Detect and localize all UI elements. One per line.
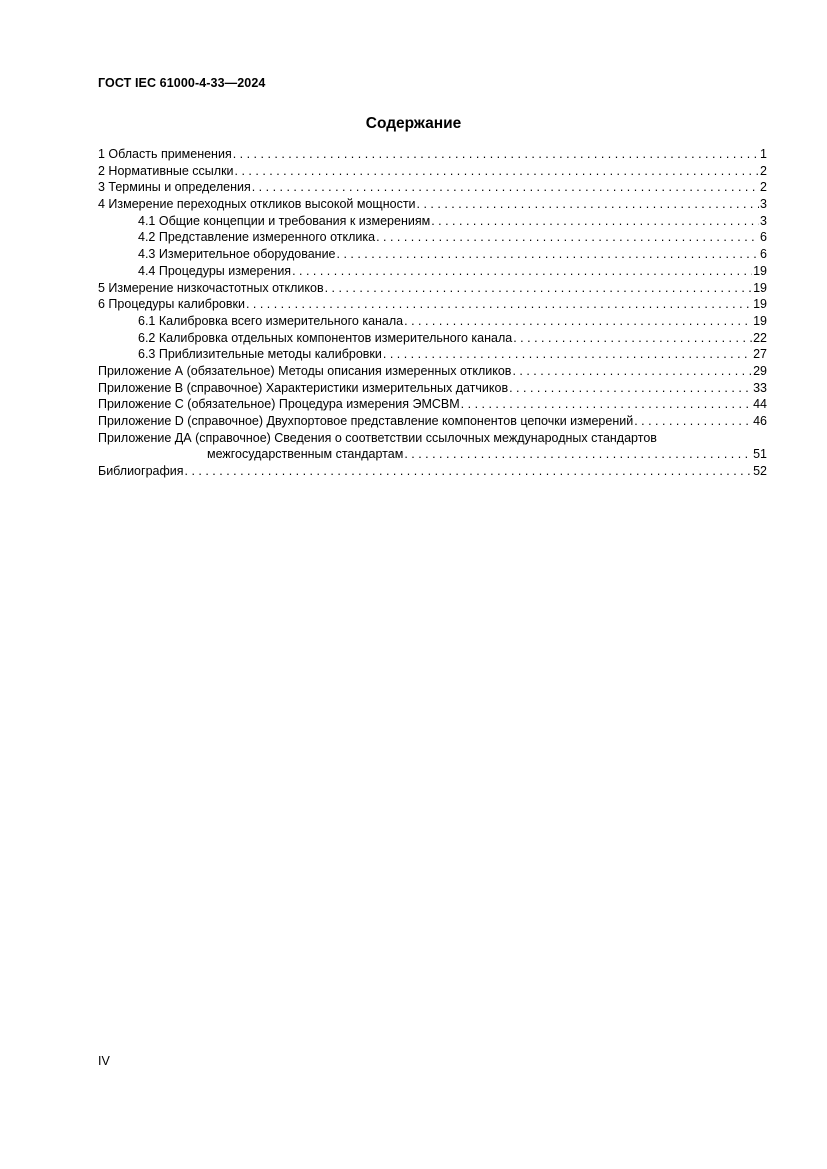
dot-leader bbox=[383, 346, 752, 363]
dot-leader bbox=[417, 196, 760, 213]
toc-title: Содержание bbox=[365, 115, 462, 132]
toc-entry-page: 22 bbox=[753, 330, 767, 345]
toc-entry-page: 52 bbox=[753, 464, 767, 479]
page-number: IV bbox=[98, 1054, 110, 1068]
toc-entry-4-2[interactable] bbox=[98, 229, 767, 246]
toc-entry-4[interactable] bbox=[98, 196, 767, 213]
toc-entry-4-1[interactable] bbox=[98, 213, 767, 230]
toc-entry-3[interactable] bbox=[98, 179, 767, 196]
dot-leader bbox=[509, 380, 752, 397]
toc-entry-label: Приложение С (обязательное) Процедура измерения ЭМСВМ bbox=[98, 397, 460, 412]
toc-entry-6-1[interactable] bbox=[98, 313, 767, 330]
toc-entry-label: 4.3 Измерительное оборудование bbox=[138, 247, 336, 262]
toc-entry-label: 4.4 Процедуры измерения bbox=[138, 263, 292, 278]
toc-entry-page: 19 bbox=[753, 313, 767, 328]
toc-entry-page: 29 bbox=[753, 363, 767, 378]
toc-entry-4-3[interactable] bbox=[98, 246, 767, 263]
toc-entry-annex-a[interactable] bbox=[98, 363, 767, 380]
toc-entry-label: 5 Измерение низкочастотных откликов bbox=[98, 280, 324, 295]
dot-leader bbox=[246, 296, 752, 313]
dot-leader bbox=[292, 263, 752, 280]
dot-leader bbox=[233, 146, 759, 163]
toc-entry-label: 6 Процедуры калибровки bbox=[98, 297, 245, 312]
toc-entry-annex-da[interactable] bbox=[98, 430, 767, 447]
toc-entry-annex-da-continued[interactable] bbox=[98, 446, 767, 463]
dot-leader bbox=[461, 396, 752, 413]
dot-leader bbox=[512, 363, 752, 380]
toc-entry-label: 4.1 Общие концепции и требования к измерениям bbox=[138, 213, 431, 228]
dot-leader bbox=[634, 413, 752, 430]
dot-leader bbox=[513, 330, 752, 347]
dot-leader bbox=[376, 229, 759, 246]
toc-entry-label: Приложение D (справочное) Двухпортовое представление компонентов цепочки измерений bbox=[98, 414, 634, 428]
toc-entry-page: 3 bbox=[760, 197, 767, 212]
toc-entry-label: 6.3 Приблизительные методы калибровки bbox=[138, 347, 382, 362]
table-of-contents bbox=[98, 146, 767, 480]
toc-entry-page: 6 bbox=[760, 230, 767, 245]
toc-entry-6-3[interactable] bbox=[98, 346, 767, 363]
toc-entry-page: 33 bbox=[753, 380, 767, 395]
dot-leader bbox=[235, 163, 760, 180]
toc-entry-page: 51 bbox=[753, 447, 767, 462]
toc-entry-annex-d[interactable] bbox=[98, 413, 767, 430]
toc-entry-4-4[interactable] bbox=[98, 263, 767, 280]
dot-leader bbox=[404, 446, 752, 463]
dot-leader bbox=[185, 463, 753, 480]
toc-entry-page: 27 bbox=[753, 347, 767, 362]
toc-entry-label: Приложение В (справочное) Характеристики измерительных датчиков bbox=[98, 380, 509, 395]
toc-entry-label: 6.2 Калибровка отдельных компонентов измерительного канала bbox=[138, 330, 513, 345]
dot-leader bbox=[404, 313, 752, 330]
dot-leader bbox=[431, 213, 759, 230]
toc-entry-page: 2 bbox=[760, 180, 767, 195]
toc-entry-page: 6 bbox=[760, 247, 767, 262]
toc-entry-6[interactable] bbox=[98, 296, 767, 313]
toc-entry-page: 1 bbox=[760, 147, 767, 161]
dot-leader bbox=[337, 246, 760, 263]
toc-entry-page: 19 bbox=[753, 280, 767, 295]
document-code-header: ГОСТ IEC 61000-4-33—2024 bbox=[98, 76, 266, 90]
toc-entry-page: 19 bbox=[753, 297, 767, 312]
toc-entry-label: 4.2 Представление измеренного отклика bbox=[138, 230, 376, 245]
toc-entry-label: 1 Область применения bbox=[98, 147, 232, 161]
toc-entry-label: 3 Термины и определения bbox=[98, 180, 251, 195]
toc-entry-page: 46 bbox=[753, 414, 767, 428]
toc-entry-annex-c[interactable] bbox=[98, 396, 767, 413]
dot-leader bbox=[252, 179, 759, 196]
toc-entry-label: Приложение А (обязательное) Методы описания измеренных откликов bbox=[98, 363, 512, 378]
toc-entry-page: 19 bbox=[753, 263, 767, 278]
toc-entry-annex-b[interactable] bbox=[98, 380, 767, 397]
toc-entry-1[interactable] bbox=[98, 146, 767, 163]
toc-entry-label: 6.1 Калибровка всего измерительного канала bbox=[138, 313, 404, 328]
toc-entry-2[interactable] bbox=[98, 163, 767, 180]
toc-entry-label: 4 Измерение переходных откликов высокой мощности bbox=[98, 197, 416, 212]
toc-entry-page: 2 bbox=[760, 163, 767, 178]
toc-entry-label: Приложение ДА (справочное) Сведения о соответствии ссылочных международных стандартов bbox=[98, 430, 657, 445]
toc-entry-label: 2 Нормативные ссылки bbox=[98, 163, 234, 178]
toc-entry-page: 3 bbox=[760, 213, 767, 228]
toc-entry-page: 44 bbox=[753, 397, 767, 412]
toc-entry-5[interactable] bbox=[98, 280, 767, 297]
dot-leader bbox=[325, 280, 752, 297]
toc-entry-6-2[interactable] bbox=[98, 330, 767, 347]
toc-entry-bibliography[interactable] bbox=[98, 463, 767, 480]
toc-entry-label: Библиография bbox=[98, 464, 184, 479]
toc-entry-label: межгосударственным стандартам bbox=[207, 447, 404, 462]
